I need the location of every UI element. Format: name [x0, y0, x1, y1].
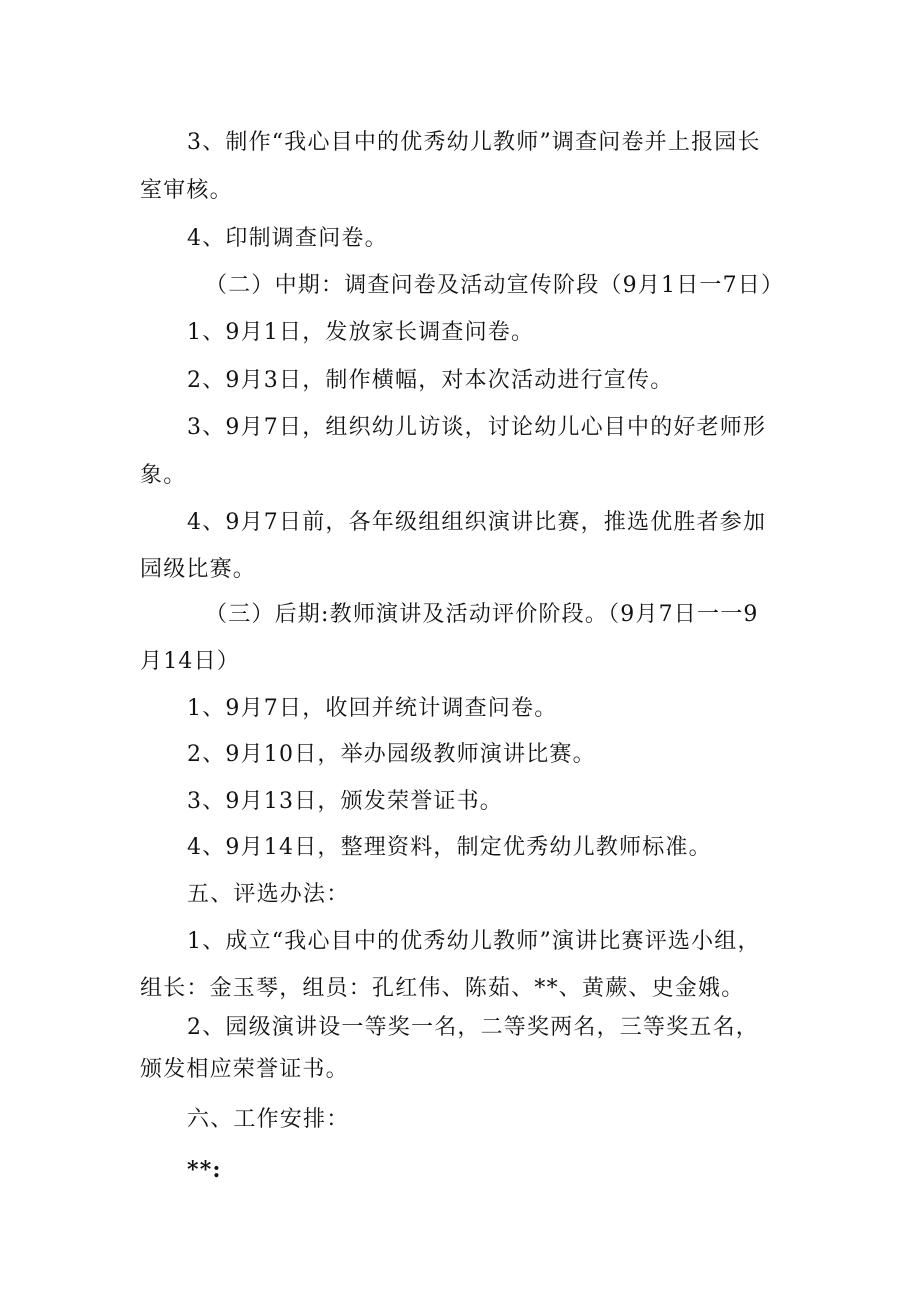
section-heading: （三）后期:教师演讲及活动评价阶段。（9月7日一一9 — [205, 602, 759, 627]
text-line: 4、9月7日前，各年级组组织演讲比赛，推选优胜者参加 — [187, 510, 767, 535]
text-line: 组长：金玉琴，组员：孔红伟、陈茹、**、黄蕨、史金娥。 — [140, 976, 745, 1001]
text-line: 2、9月10日，举办园级教师演讲比赛。 — [187, 742, 596, 767]
text-line: 1、9月7日，收回并统计调查问卷。 — [187, 696, 558, 721]
text-line: 园级比赛。 — [140, 557, 257, 582]
text-line: 1、9月1日，发放家长调查问卷。 — [187, 320, 535, 345]
text-line: 4、9月14日，整理资料，制定优秀幼儿教师标准。 — [187, 835, 712, 860]
text-line: 室审核。 — [140, 178, 233, 203]
text-line: 颁发相应荣誉证书。 — [140, 1057, 349, 1082]
text-line: 月14日） — [140, 649, 240, 674]
section-heading: 六、工作安排： — [187, 1107, 350, 1132]
text-line: **: — [187, 1157, 222, 1183]
text-line: 3、9月7日，组织幼儿访谈，讨论幼儿心目中的好老师形 — [187, 415, 767, 440]
text-line: 象。 — [140, 463, 187, 488]
text-line: 2、园级演讲设一等奖一名，二等奖两名，三等奖五名， — [187, 1015, 759, 1040]
text-line: 1、成立“我心目中的优秀幼儿教师”演讲比赛评选小组， — [187, 929, 761, 954]
text-line: 2、9月3日，制作横幅，对本次活动进行宣传。 — [187, 368, 674, 393]
text-line: 3、9月13日，颁发荣誉证书。 — [187, 789, 503, 814]
section-heading: （二）中期：调查问卷及活动宣传阶段（9月1日一7日） — [205, 273, 785, 298]
text-line: 3、制作“我心目中的优秀幼儿教师”调查问卷并上报园长 — [187, 130, 761, 155]
section-heading: 五、评选办法： — [187, 882, 350, 907]
text-line: 4、印制调查问卷。 — [187, 226, 388, 251]
